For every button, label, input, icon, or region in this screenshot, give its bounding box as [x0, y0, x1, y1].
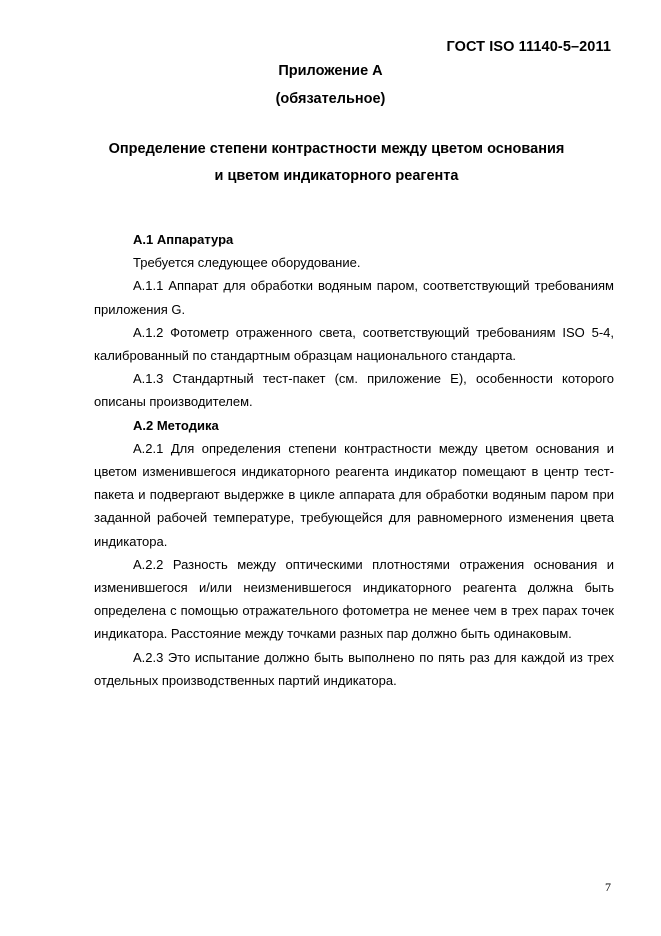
paragraph-a1-1: А.1.1 Аппарат для обработки водяным паром, соответствующий требованиям приложения G. — [94, 278, 614, 317]
paragraph-a2-3: А.2.3 Это испытание должно быть выполнено по пять раз для каждой из трех отдельных производственных партий индикатора. — [94, 649, 614, 688]
section-a2-title: А.2 Методика — [133, 417, 219, 433]
paragraph-a2-2: А.2.2 Разность между оптическими плотностями отражения основания и изменившегося и/или неизменившегося индикаторного реагента должна быть определена с помощью отражательного фотометра не менее чем в трех парах точек индикатора. Расстояние между точками разных пар должно быть одинаковым. — [94, 556, 614, 642]
annex-heading-line-2: и цветом индикаторного реагента — [214, 168, 459, 184]
section-a1-title: А.1 Аппаратура — [133, 232, 234, 247]
annex-title: Приложение А — [278, 63, 383, 79]
standard-code: ГОСТ ISO 11140-5–2011 — [446, 39, 611, 55]
page-number: 7 — [605, 880, 611, 894]
paragraph-intro: Требуется следующее оборудование. — [133, 255, 361, 271]
annex-heading-line-1: Определение степени контрастности между цветом основания — [108, 141, 565, 157]
paragraph-a1-2: А.1.2 Фотометр отраженного света, соответствующий требованиям ISO 5-4, калиброванный по стандартным образцам национального стандарта. — [94, 324, 614, 364]
document-body — [94, 228, 614, 692]
paragraph-a1-3: А.1.3 Стандартный тест-пакет (см. приложение Е), особенности которого описаны производителем. — [94, 371, 614, 410]
paragraph-a2-1: А.2.1 Для определения степени контрастности между цветом основания и цветом изменившегося индикаторного реагента индикатор помещают в центр тест-пакета и подвергают выдержке в цикле аппарата для обработки водяным паром при заданной рабочей температуре, требующейся для равномерного изменения цвета индикатора. — [94, 440, 614, 549]
annex-status: (обязательное) — [275, 91, 386, 107]
